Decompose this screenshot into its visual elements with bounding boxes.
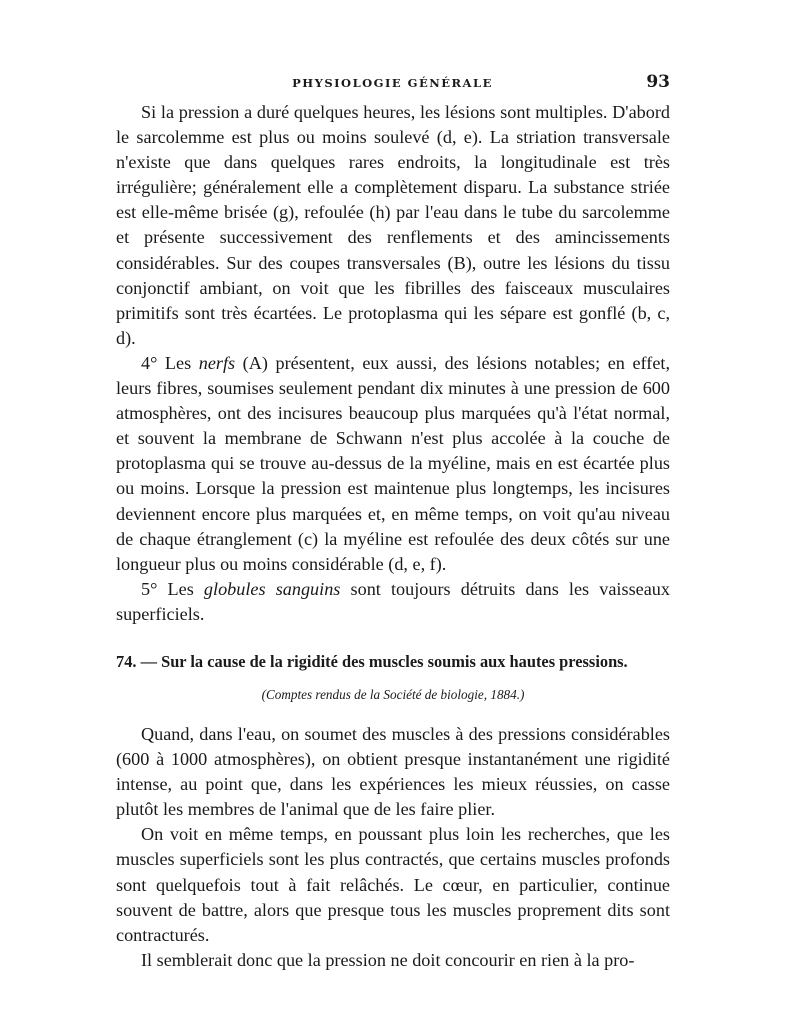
running-head bbox=[115, 72, 670, 94]
page-number: 93 bbox=[646, 72, 670, 92]
paragraph-globules bbox=[116, 577, 670, 627]
term-globules-sanguins: globules sanguins bbox=[203, 578, 341, 599]
section-source: (Comptes rendus de la Société de biologie, 1884.) bbox=[261, 687, 525, 702]
paragraph-nerfs-prefix: 4° Les bbox=[141, 352, 199, 373]
paragraph-nerfs bbox=[116, 351, 670, 577]
running-title: PHYSIOLOGIE GÉNÉRALE bbox=[292, 76, 493, 90]
paragraph-nerfs-text: (A) présentent, eux aussi, des lésions notables; en effet, leurs fibres, soumises seulement pendant dix minutes à une pression de 600 atmosphères, ont des incisures beaucoup plus marquées qu'à l'état normal, et souvent la membrane de Schwann n'est plus accolée à la couche de protoplasma qui se trouve au-dessus de la myéline, mais en est écartée plus ou moins. Lorsque la pression est maintenue plus longtemps, les incisures deviennent encore plus marquées et, en même temps, on voit qu'au niveau de chaque étranglement (c) la myéline est refoulée des deux côtés sur une longueur plus ou moins considérable (d, e, f). bbox=[116, 352, 670, 574]
paragraph-rigidity: Quand, dans l'eau, on soumet des muscles à des pressions considérables (600 à 1000 atmosphères), on obtient presque instantanément une rigidité intense, au point que, dans les expériences les mieux réussies, on casse plutôt les membres de l'animal que de les faire plier. bbox=[116, 724, 670, 820]
paragraph-muscles: On voit en même temps, en poussant plus loin les recherches, que les muscles superficiels sont les plus contractés, que certains muscles profonds sont quelquefois tout à fait relâchés. Le cœur, en particulier, continue souvent de battre, alors que presque tous les muscles proprement dits sont contracturés. bbox=[116, 824, 670, 945]
section-heading: 74. — Sur la cause de la rigidité des muscles soumis aux hautes pressions. bbox=[116, 652, 628, 671]
paragraph-globules-prefix: 5° Les bbox=[141, 578, 204, 599]
paragraph-pressure-lesions: Si la pression a duré quelques heures, les lésions sont multiples. D'abord le sarcolemme est plus ou moins soulevé (d, e). La striation transversale n'existe que dans quelques rares endroits, la longitudinale est très irrégulière; généralement elle a complètement disparu. La substance striée est elle-même brisée (g), refoulée (h) par l'eau dans le tube du sarcolemme et présente successivement des renflements et des amincissements considérables. Sur des coupes transversales (B), outre les lésions du tissu conjonctif ambiant, on voit que les fibrilles des faisceaux musculaires primitifs sont très écartées. Le protoplasma qui les sépare est gonflé (b, c, d). bbox=[116, 102, 670, 348]
paragraph-globules-text: sont toujours détruits dans les vaisseaux superficiels. bbox=[116, 578, 670, 624]
term-nerfs: nerfs bbox=[198, 352, 236, 373]
section-text bbox=[116, 722, 670, 973]
paragraph-conclusion: Il semblerait donc que la pression ne doit concourir en rien à la pro- bbox=[141, 949, 635, 970]
body-text bbox=[116, 100, 670, 627]
